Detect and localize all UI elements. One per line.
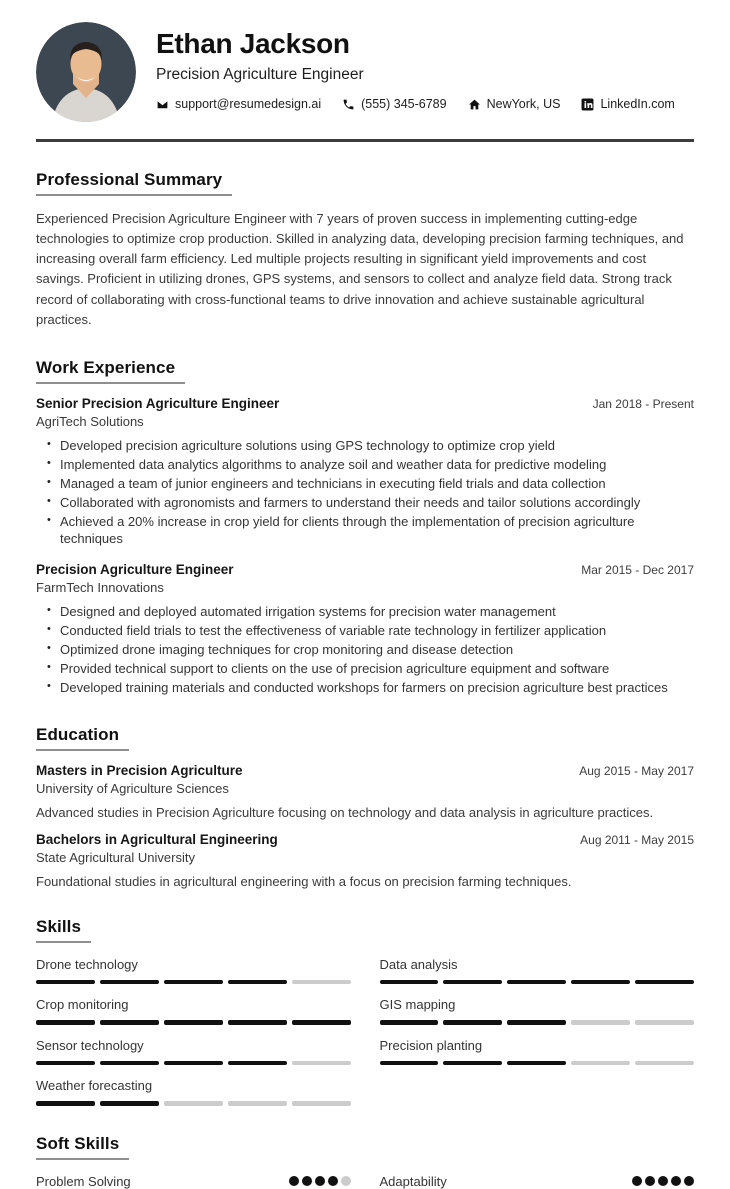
degree-entry [36, 763, 694, 820]
summary-heading: Professional Summary [36, 170, 232, 196]
degree-school: University of Agriculture Sciences [36, 780, 229, 796]
skill-item [380, 1038, 695, 1066]
education-section [36, 725, 694, 889]
bullet-item: • Implemented data analytics algorithms to analyze soil and weather data for predictive modeling [60, 457, 694, 474]
bullet-item: • Collaborated with agronomists and farmers to understand their needs and tailor solutions accordingly [60, 495, 694, 512]
soft-skill-item [36, 1174, 351, 1189]
summary-text: Experienced Precision Agriculture Engineer with 7 years of proven success in implementing cutting-edge technologies to optimize crop production. Skilled in analyzing data, developing precision farming techniques, and increasing overall farm efficiency. Led multiple projects resulting in significant yield improvements and cost savings. Proficient in utilizing drones, GPS systems, and sensors to collect and analyze field data. Strong track record of collaborating with cross-functional teams to drive innovation and achieve sustainable agricultural practices. [36, 210, 684, 327]
job-title: Precision Agriculture Engineer [36, 562, 234, 578]
skill-item [36, 957, 351, 985]
contact-linkedin [581, 97, 674, 111]
skill-item [380, 957, 695, 985]
skill-meter [380, 980, 695, 985]
skill-label: Sensor technology [36, 1037, 144, 1053]
skill-meter [36, 1101, 351, 1106]
experience-section [36, 358, 694, 697]
degree-school: State Agricultural University [36, 849, 195, 865]
phone-icon [342, 98, 355, 111]
contact-email [156, 97, 321, 111]
bullet-item: • Optimized drone imaging techniques for crop monitoring and disease detection [60, 642, 694, 659]
job-entry [36, 562, 694, 697]
bullet-item: • Achieved a 20% increase in crop yield for clients through the implementation of precision agriculture techniques [60, 514, 694, 547]
bullet-item: • Provided technical support to clients on the use of precision agriculture equipment and software [60, 661, 694, 678]
degree-entry [36, 832, 694, 889]
bullet-item: • Managed a team of junior engineers and technicians in executing field trials and data collection [60, 476, 694, 493]
contact-email-text: support@resumedesign.ai [175, 97, 322, 112]
resume-header [36, 20, 694, 122]
job-company: FarmTech Innovations [36, 580, 164, 596]
skill-label: GIS mapping [379, 997, 456, 1013]
skill-label: Precision planting [379, 1037, 483, 1053]
email-icon [156, 98, 169, 111]
bullet-item: • Developed precision agriculture solutions using GPS technology to optimize crop yield [60, 438, 694, 455]
skill-label: Data analysis [379, 956, 458, 972]
soft-skills-heading: Soft Skills [36, 1134, 129, 1160]
soft-skills-grid [36, 1174, 694, 1189]
job-title: Senior Precision Agriculture Engineer [36, 396, 280, 412]
skills-heading: Skills [36, 917, 91, 943]
soft-skill-dots [289, 1176, 351, 1186]
skills-grid [36, 957, 694, 1106]
profile-photo-icon [36, 22, 136, 122]
job-bullets [36, 604, 694, 697]
skill-label: Drone technology [36, 956, 138, 972]
skill-item [380, 997, 695, 1025]
linkedin-icon [581, 98, 594, 111]
skill-meter [36, 1061, 351, 1066]
education-heading: Education [36, 725, 129, 751]
contact-phone [342, 97, 446, 111]
contact-row [156, 97, 675, 111]
bullet-item: • Conducted field trials to test the effectiveness of variable rate technology in fertilizer application [60, 623, 694, 640]
degree-dates: Aug 2011 - May 2015 [580, 832, 694, 847]
contact-phone-text: (555) 345-6789 [361, 97, 447, 112]
soft-skill-dots [632, 1176, 694, 1186]
home-icon [468, 98, 481, 111]
job-dates: Mar 2015 - Dec 2017 [581, 563, 694, 578]
contact-location [468, 97, 561, 111]
degree-title: Bachelors in Agricultural Engineering [36, 831, 278, 847]
skill-item [36, 1078, 351, 1106]
contact-linkedin-text: LinkedIn.com [600, 97, 675, 112]
degree-description: Foundational studies in agricultural engineering with a focus on precision farming techniques. [36, 873, 572, 889]
skill-meter [380, 1061, 695, 1066]
soft-skill-label: Adaptability [379, 1173, 447, 1189]
soft-skill-item [380, 1174, 695, 1189]
skill-label: Weather forecasting [36, 1078, 153, 1094]
skill-item [36, 1038, 351, 1066]
skill-meter [36, 980, 351, 985]
degree-dates: Aug 2015 - May 2017 [579, 763, 694, 778]
bullet-item: • Designed and deployed automated irrigation systems for precision water management [60, 604, 694, 621]
job-entry [36, 396, 694, 547]
job-company: AgriTech Solutions [36, 414, 144, 430]
skill-item [36, 997, 351, 1025]
job-dates: Jan 2018 - Present [592, 397, 694, 412]
experience-heading: Work Experience [36, 358, 185, 384]
soft-skills-section [36, 1134, 694, 1189]
degree-title: Masters in Precision Agriculture [36, 762, 243, 778]
contact-location-text: NewYork, US [486, 97, 561, 112]
skill-label: Crop monitoring [36, 997, 129, 1013]
summary-section [36, 170, 694, 331]
soft-skill-label: Problem Solving [36, 1173, 131, 1189]
person-name: Ethan Jackson [156, 28, 350, 59]
job-bullets [36, 438, 694, 547]
avatar [36, 22, 136, 122]
degree-description: Advanced studies in Precision Agriculture focusing on technology and data analysis in agriculture practices. [36, 804, 654, 820]
skills-section [36, 917, 694, 1106]
bullet-item: • Developed training materials and conducted workshops for farmers on precision agriculture best practices [60, 680, 694, 697]
person-title: Precision Agriculture Engineer [156, 66, 364, 84]
header-text [156, 20, 675, 111]
header-divider [36, 139, 694, 142]
